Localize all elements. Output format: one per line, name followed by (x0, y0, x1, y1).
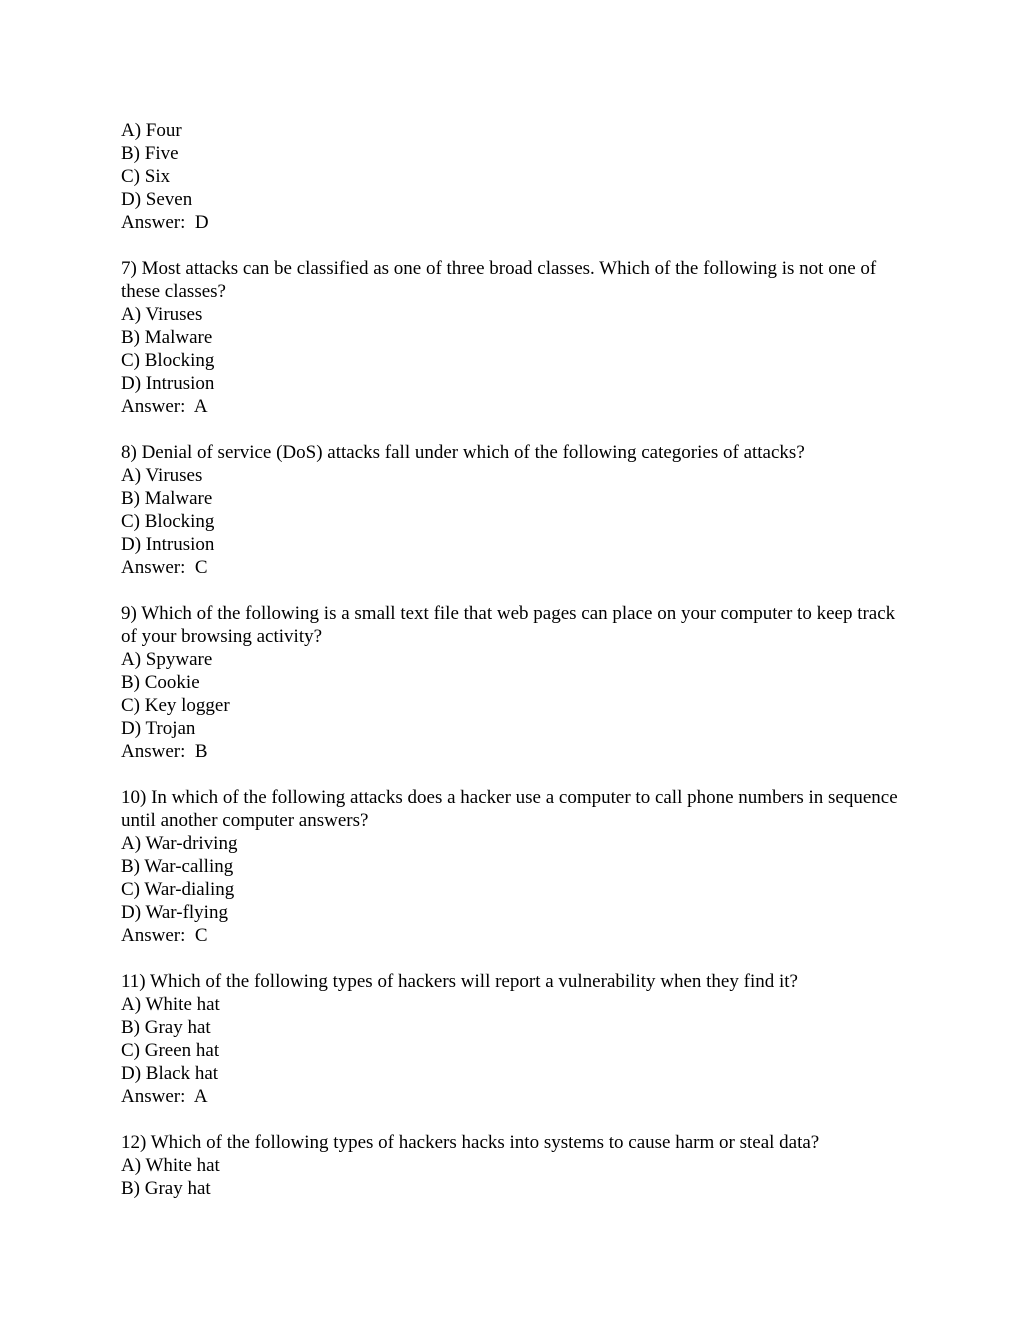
option-a: A) Viruses (121, 465, 203, 486)
answer: Answer: B (121, 741, 208, 762)
option-c: C) War-dialing (121, 879, 235, 900)
option-b: B) Five (121, 143, 179, 164)
spacer (121, 1108, 911, 1131)
spacer (121, 947, 911, 970)
option-c: C) Key logger (121, 695, 230, 716)
question-text: 12) Which of the following types of hackers hacks into systems to cause harm or steal data? (121, 1132, 820, 1153)
question-8 (121, 441, 911, 579)
option-c: C) Blocking (121, 350, 215, 371)
option-d: D) Intrusion (121, 534, 215, 555)
option-a: A) Viruses (121, 304, 203, 325)
answer: Answer: C (121, 557, 208, 578)
option-a: A) Four (121, 120, 182, 141)
option-d: D) Seven (121, 189, 193, 210)
option-c: C) Green hat (121, 1040, 220, 1061)
option-c: C) Six (121, 166, 171, 187)
document-page (121, 119, 911, 1200)
option-a: A) White hat (121, 994, 220, 1015)
question-text: 7) Most attacks can be classified as one of three broad classes. Which of the following is not one of these classes? (121, 258, 877, 302)
question-10 (121, 786, 911, 947)
spacer (121, 234, 911, 257)
question-6-continuation (121, 119, 911, 234)
question-11 (121, 970, 911, 1108)
option-c: C) Blocking (121, 511, 215, 532)
answer: Answer: A (121, 396, 208, 417)
option-b: B) Malware (121, 488, 213, 509)
question-text: 11) Which of the following types of hackers will report a vulnerability when they find it? (121, 971, 798, 992)
option-b: B) War-calling (121, 856, 234, 877)
option-d: D) Intrusion (121, 373, 215, 394)
option-b: B) Malware (121, 327, 213, 348)
question-text: 10) In which of the following attacks does a hacker use a computer to call phone numbers in sequence until another computer answers? (121, 787, 898, 831)
option-b: B) Gray hat (121, 1017, 211, 1038)
spacer (121, 418, 911, 441)
question-text: 9) Which of the following is a small text file that web pages can place on your computer to keep track of your browsing activity? (121, 603, 896, 647)
option-d: D) War-flying (121, 902, 228, 923)
option-a: A) Spyware (121, 649, 213, 670)
option-a: A) War-driving (121, 833, 238, 854)
question-12 (121, 1131, 911, 1200)
answer: Answer: A (121, 1086, 208, 1107)
option-b: B) Cookie (121, 672, 200, 693)
option-a: A) White hat (121, 1155, 220, 1176)
question-7 (121, 257, 911, 418)
option-b: B) Gray hat (121, 1178, 211, 1199)
option-d: D) Trojan (121, 718, 196, 739)
question-9 (121, 602, 911, 763)
answer: Answer: D (121, 212, 209, 233)
spacer (121, 763, 911, 786)
spacer (121, 579, 911, 602)
option-d: D) Black hat (121, 1063, 219, 1084)
answer: Answer: C (121, 925, 208, 946)
question-text: 8) Denial of service (DoS) attacks fall under which of the following categories of attacks? (121, 442, 805, 463)
